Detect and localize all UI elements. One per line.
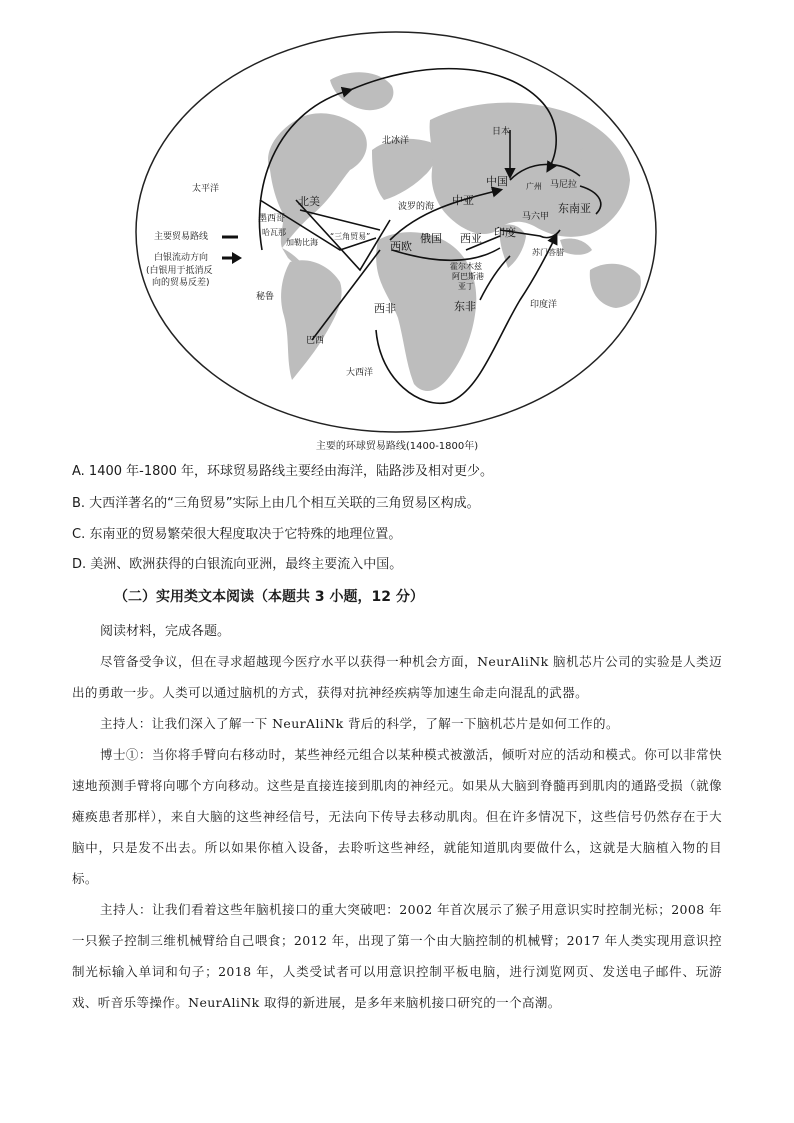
map-label-havana: 哈瓦那 [262, 228, 286, 237]
map-label-peru: 秘鲁 [256, 292, 275, 302]
map-label-west-africa: 西非 [374, 302, 396, 315]
map-label-baltic: 波罗的海 [398, 202, 435, 212]
map-label-hormuz-2: 阿巴斯港 [452, 272, 484, 281]
map-label-guangzhou: 广州 [526, 182, 542, 191]
map-label-southeast-asia: 东南亚 [558, 202, 591, 215]
map-label-pacific: 太平洋 [192, 184, 220, 194]
map-label-russia: 俄国 [420, 232, 442, 245]
map-drawing [0, 0, 794, 440]
trade-route-map [0, 0, 794, 440]
map-label-brazil: 巴西 [306, 336, 325, 346]
paragraph-4: 主持人：让我们看着这些年脑机接口的重大突破吧：2002 年首次展示了猴子用意识实时控制光标；2008 年一只猴子控制三维机械臂给自己喂食；2012 年，出现了第一个由大脑控制的机械臂；2017 年人类实现用意识控制光标输入单词和句子；2018 年，人类受试者可以用意识控制平板电脑，进行浏览网页、发送电子邮件、玩游戏、听音乐等操作。NeurAliNk 取得的新进展，是多年来脑机接口研究的一个高潮。 [72, 902, 722, 1010]
map-label-arctic: 北冰洋 [382, 136, 410, 146]
map-label-west-asia: 西亚 [460, 232, 482, 245]
paragraph-1: 尽管备受争议，但在寻求超越现今医疗水平以获得一种机会方面，NeurAliNk 脑机芯片公司的实验是人类迈出的勇敢一步。人类可以通过脑机的方式，获得对抗神经疾病等加速生命走向混乱的武器。 [72, 654, 722, 700]
map-label-central-asia: 中亚 [452, 194, 474, 207]
map-label-atlantic: 大西洋 [346, 368, 374, 378]
map-label-western-europe: 西欧 [390, 240, 412, 253]
option-a[interactable]: A. 1400 年-1800 年，环球贸易路线主要经由海洋，陆路涉及相对更少。 [72, 464, 494, 479]
map-label-sumatra: 苏门答腊 [532, 248, 564, 257]
map-label-mexico: 墨西哥 [258, 214, 286, 224]
legend-silver-flow: 白银流动方向 [154, 253, 209, 263]
map-label-east-africa: 东非 [454, 300, 476, 313]
map-label-north-america: 北美 [298, 195, 320, 208]
map-label-triangle-trade: “三角贸易” [330, 232, 371, 241]
map-label-japan: 日本 [492, 127, 511, 137]
option-b[interactable]: B. 大西洋著名的“三角贸易”实际上由几个相互关联的三角贸易区构成。 [72, 496, 480, 511]
paragraph-2: 主持人：让我们深入了解一下 NeurAliNk 背后的科学，了解一下脑机芯片是如何工作的。 [100, 716, 619, 731]
intro-text: 阅读材料，完成各题。 [100, 624, 231, 639]
map-caption: 主要的环球贸易路线(1400-1800年) [315, 441, 479, 452]
legend-silver-note-1: (白银用于抵消反 [146, 266, 213, 276]
map-label-manila: 马尼拉 [550, 180, 578, 190]
map-label-hormuz-1: 霍尔木兹 [450, 262, 482, 271]
map-label-india: 印度 [494, 226, 516, 239]
map-label-caribbean: 加勒比海 [286, 238, 318, 247]
option-d[interactable]: D. 美洲、欧洲获得的白银流向亚洲，最终主要流入中国。 [72, 557, 403, 572]
legend-main-route: 主要贸易路线 [154, 232, 209, 242]
option-c[interactable]: C. 东南亚的贸易繁荣很大程度取决于它特殊的地理位置。 [72, 527, 402, 542]
map-label-china: 中国 [486, 175, 508, 188]
legend-silver-note-2: 向的贸易反差) [152, 278, 210, 288]
map-label-malacca: 马六甲 [522, 212, 550, 222]
section-title: （二）实用类文本阅读（本题共 3 小题，12 分） [114, 589, 424, 605]
map-label-hormuz-3: 亚丁 [458, 282, 474, 291]
paragraph-3: 博士①：当你将手臂向右移动时，某些神经元组合以某种模式被激活，倾听对应的活动和模式。你可以非常快速地预测手臂将向哪个方向移动。这些是直接连接到肌肉的神经元。如果从大脑到脊髓再到肌肉的通路受损（就像瘫痪患者那样），来自大脑的这些神经信号，无法向下传导去移动肌肉。但在许多情况下，这些信号仍然存在于大脑中，只是发不出去。所以如果你植入设备，去聆听这些神经，就能知道肌肉要做什么，这就是大脑植入物的目标。 [72, 747, 722, 886]
map-label-indian-ocean: 印度洋 [530, 300, 558, 310]
